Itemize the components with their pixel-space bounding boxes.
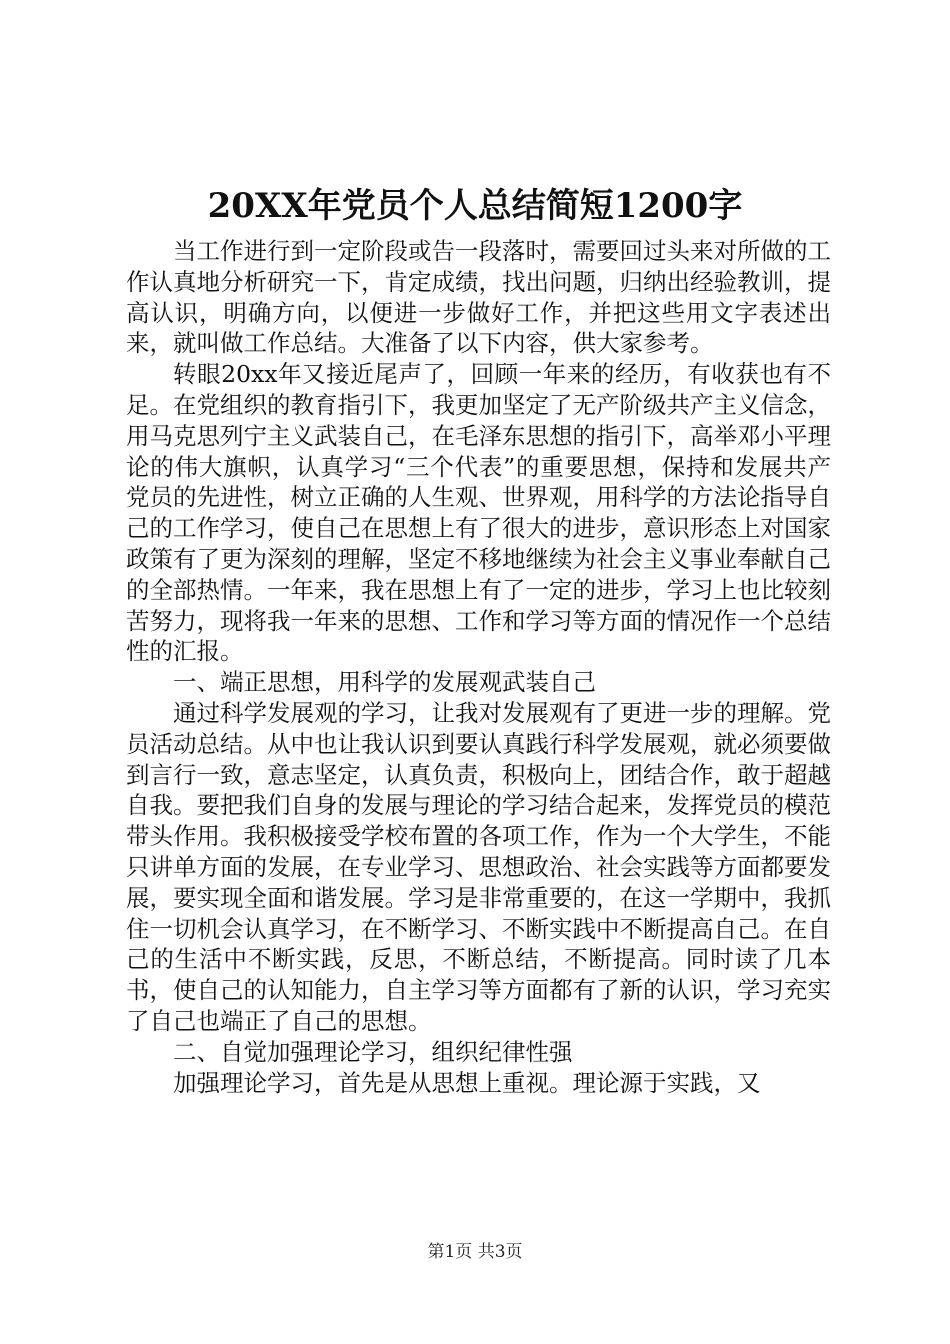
document-title: 20XX年党员个人总结简短1200字	[207, 186, 743, 226]
document-body	[126, 236, 831, 1098]
section-1-heading: 一、端正思想，用科学的发展观武装自己	[173, 668, 596, 697]
intro-paragraph: 当工作进行到一定阶段或告一段落时，需要回过头来对所做的工作认真地分析研究一下，肯定成绩，找出问题，归纳出经验教训，提高认识，明确方向，以便进一步做好工作，并把这些用文字表述出来，就叫做工作总结。大准备了以下内容，供大家参考。	[126, 237, 831, 358]
review-paragraph: 转眼20xx年又接近尾声了，回顾一年来的经历，有收获也有不足。在党组织的教育指引下，我更加坚定了无产阶级共产主义信念，用马克思列宁主义武装自己，在毛泽东思想的指引下，高举邓小平理论的伟大旗帜，认真学习“三个代表”的重要思想，保持和发展共产党员的先进性，树立正确的人生观、世界观，用科学的方法论指导自己的工作学习，使自己在思想上有了很大的进步，意识形态上对国家政策有了更为深刻的理解，坚定不移地继续为社会主义事业奉献自己的全部热情。一年来，我在思想上有了一定的进步，学习上也比较刻苦努力，现将我一年来的思想、工作和学习等方面的情况作一个总结性的汇报。	[126, 360, 831, 666]
section-2-heading: 二、自觉加强理论学习，组织纪律性强	[173, 1037, 573, 1066]
page-number-footer: 第1页 共3页	[427, 1242, 523, 1262]
section-2-paragraph: 加强理论学习，首先是从思想上重视。理论源于实践，又	[173, 1068, 761, 1097]
section-1-paragraph: 通过科学发展观的学习，让我对发展观有了更进一步的理解。党员活动总结。从中也让我认识到要认真践行科学发展观，就必须要做到言行一致，意志坚定，认真负责，积极向上，团结合作，敢于超越自我。要把我们自身的发展与理论的学习结合起来，发挥党员的模范带头作用。我积极接受学校布置的各项工作，作为一个大学生，不能只讲单方面的发展，在专业学习、思想政治、社会实践等方面都要发展，要实现全面和谐发展。学习是非常重要的，在这一学期中，我抓住一切机会认真学习，在不断学习、不断实践中不断提高自己。在自己的生活中不断实践，反思，不断总结，不断提高。同时读了几本书，使自己的认知能力，自主学习等方面都有了新的认识，学习充实了自己也端正了自己的思想。	[126, 698, 831, 1035]
